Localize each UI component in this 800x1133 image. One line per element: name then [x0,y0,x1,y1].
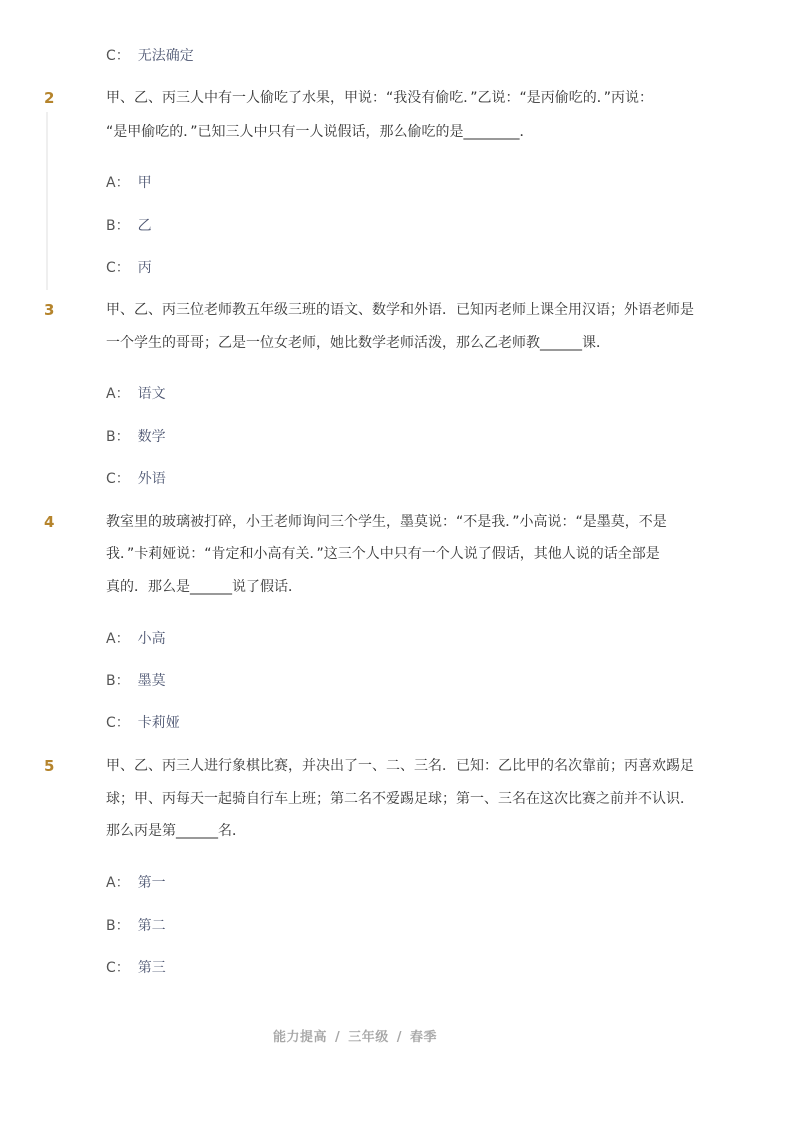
option-key: A： [106,175,130,191]
option-text: 外语 [137,471,166,487]
question-number: 5 [44,757,55,775]
question-number: 2 [44,89,55,107]
question-text-line: 球；甲、丙每天一起骑自行车上班；第二名不爱踢足球；第一、三名在这次比赛之前并不认识． [106,791,694,807]
option-a[interactable] [106,173,152,193]
option-a[interactable] [106,873,166,893]
option-text: 语文 [137,386,166,402]
question-text-line: 甲、乙、丙三位老师教五年级三班的语文、数学和外语．已知丙老师上课全用汉语；外语老师是 [106,302,694,318]
option-c[interactable] [106,469,166,489]
option-key: B： [106,429,130,445]
option-text: 第二 [137,918,166,934]
footer-separator: / [334,1030,341,1045]
option-key: A： [106,386,130,402]
question-divider [46,112,48,290]
footer-term: 春季 [410,1030,438,1045]
footer-separator: / [396,1030,402,1045]
option-a[interactable] [106,629,166,649]
footer-course: 能力提高 [272,1030,327,1045]
option-b[interactable] [106,216,152,236]
option-key: A： [106,631,130,647]
question-text-line: 甲、乙、丙三人进行象棋比赛，并决出了一、二、三名．已知：乙比甲的名次靠前；丙喜欢踢足 [106,758,694,774]
footer-grade: 三年级 [348,1030,389,1045]
question-text-line: 我．”卡莉娅说：“肯定和小高有关．”这三个人中只有一个人说了假话，其他人说的话全部是 [106,546,660,562]
option-text: 墨莫 [137,673,166,689]
question-text-line: 一个学生的哥哥；乙是一位女老师，她比数学老师活泼，那么乙老师教______课． [106,335,610,351]
option-text: 卡莉娅 [137,715,180,731]
option-c[interactable] [106,958,166,978]
option-key: A： [106,875,130,891]
option-b[interactable] [106,671,166,691]
question-text-line: “是甲偷吃的．”已知三人中只有一人说假话，那么偷吃的是________． [106,124,534,140]
option-key: C： [106,715,130,731]
question-text-line: 甲、乙、丙三人中有一人偷吃了水果，甲说：“我没有偷吃．”乙说：“是丙偷吃的．”丙说： [106,90,654,106]
option-text: 数学 [137,429,166,445]
page-footer [0,1026,710,1045]
option-b[interactable] [106,916,166,936]
option-text: 第一 [137,875,166,891]
question-number: 3 [44,301,55,319]
question-text-line: 真的．那么是______说了假话． [106,579,302,595]
option-key: B： [106,918,130,934]
option-text: 丙 [137,260,152,276]
option-key: B： [106,218,130,234]
option-text: 甲 [137,175,152,191]
option-text: 小高 [137,631,166,647]
option-text: 乙 [137,218,152,234]
option-key: C： [106,960,130,976]
question-text-line: 那么丙是第______名． [106,823,246,839]
option-key: C： [106,260,130,276]
option-text: 无法确定 [137,48,194,64]
option-key: B： [106,673,130,689]
option-b[interactable] [106,427,166,447]
question-text-line: 教室里的玻璃被打碎，小王老师询问三个学生，墨莫说：“不是我．”小高说：“是墨莫，不是 [106,514,667,530]
question-number: 4 [44,513,55,531]
option-a[interactable] [106,384,166,404]
option-key: C： [106,471,130,487]
option-c[interactable] [106,258,152,278]
option-c-prev[interactable] [106,46,194,66]
option-text: 第三 [137,960,166,976]
option-c[interactable] [106,713,180,733]
option-key: C： [106,48,130,64]
